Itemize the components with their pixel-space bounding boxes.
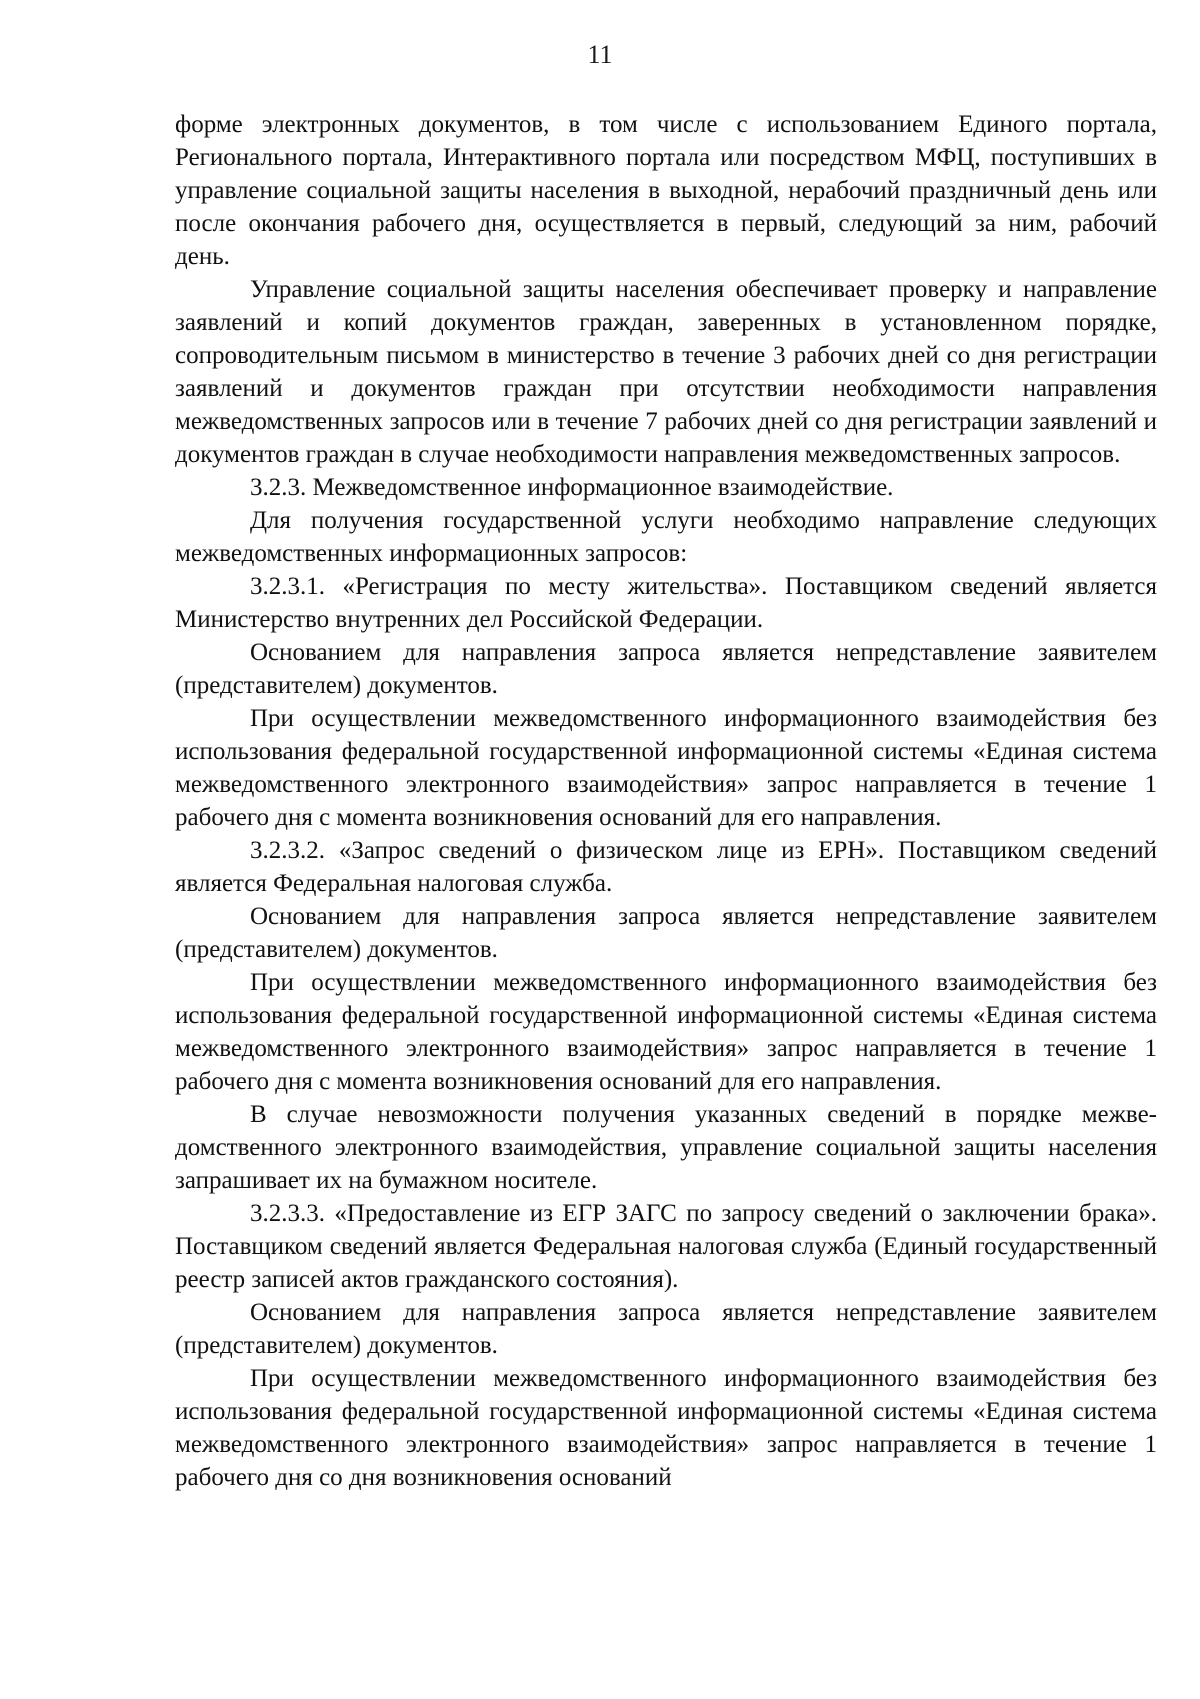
body-text bbox=[175, 108, 1157, 1494]
paragraph: Для получения государственной услуги необходимо направление следующих межведомственных информационных запросов: bbox=[175, 507, 1157, 567]
section-heading: 3.2.3. Межведомственное информационное взаимодействие. bbox=[250, 474, 894, 501]
paragraph: Основанием для направления запроса является непредставление заявителем (представителем) документов. bbox=[175, 1299, 1157, 1359]
paragraph: Основанием для направления запроса является непредставление заявителем (представителем) документов. bbox=[175, 903, 1157, 963]
page-number: 11 bbox=[587, 40, 613, 69]
subsection-paragraph: 3.2.3.1. «Регистрация по месту жительства». Поставщиком сведений является Министерство внутренних дел Российской Федерации. bbox=[175, 573, 1157, 633]
paragraph: В случае невозможности получения указанных сведений в порядке межведомственного электронного взаимодействия, управление социальной защиты населения запрашивает их на бумажном носителе. bbox=[175, 1101, 1157, 1194]
subsection-paragraph: 3.2.3.2. «Запрос сведений о физическом лице из ЕРН». Поставщиком сведений является Федеральная налоговая служба. bbox=[175, 837, 1157, 897]
paragraph: При осуществлении межведомственного информационного взаимодействия без использования федеральной государственной информационной системы «Единая система межведомственного электронного взаимодействия» запрос направляется в течение 1 рабочего дня с момента возникновения оснований для его направления. bbox=[175, 705, 1157, 831]
paragraph: При осуществлении межведомственного информационного взаимодействия без использования федеральной государственной информационной системы «Единая система межведомственного электронного взаимодействия» запрос направляется в течение 1 рабочего дня с момента возникновения оснований для его направления. bbox=[175, 969, 1157, 1095]
paragraph: Основанием для направления запроса является непредставление заявителем (представителем) документов. bbox=[175, 639, 1157, 699]
paragraph: Управление социальной защиты населения обеспечивает проверку и направление заявлений и копий документов граждан, заверенных в установленном порядке, сопроводительным письмом в министерство в течение 3 рабочих дней со дня регистрации заявлений и документов граждан при отсутствии необходимости направления межведомственных запросов или в течение 7 рабочих дней со дня регистрации заявлений и документов граждан в случае необходимости направления межведомственных запросов. bbox=[175, 276, 1157, 468]
subsection-paragraph: 3.2.3.3. «Предоставление из ЕГР ЗАГС по запросу сведений о заключении брака». Поставщиком сведений является Федеральная налоговая служба (Единый государственный реестр записей актов гражданского состояния). bbox=[175, 1200, 1157, 1293]
paragraph: При осуществлении межведомственного информационного взаимодействия без использования федеральной государственной информационной системы «Единая система межведомственного электронного взаимодействия» запрос направляется в течение 1 рабочего дня со дня возникновения оснований bbox=[175, 1365, 1157, 1491]
paragraph: форме электронных документов, в том числе с использованием Единого портала, Регионального портала, Интерактивного портала или посредством МФЦ, поступивших в управление социальной защиты населения в выходной, нерабочий праздничный день или после окончания рабочего дня, осуществляется в первый, следующий за ним, рабочий день. bbox=[175, 111, 1157, 270]
